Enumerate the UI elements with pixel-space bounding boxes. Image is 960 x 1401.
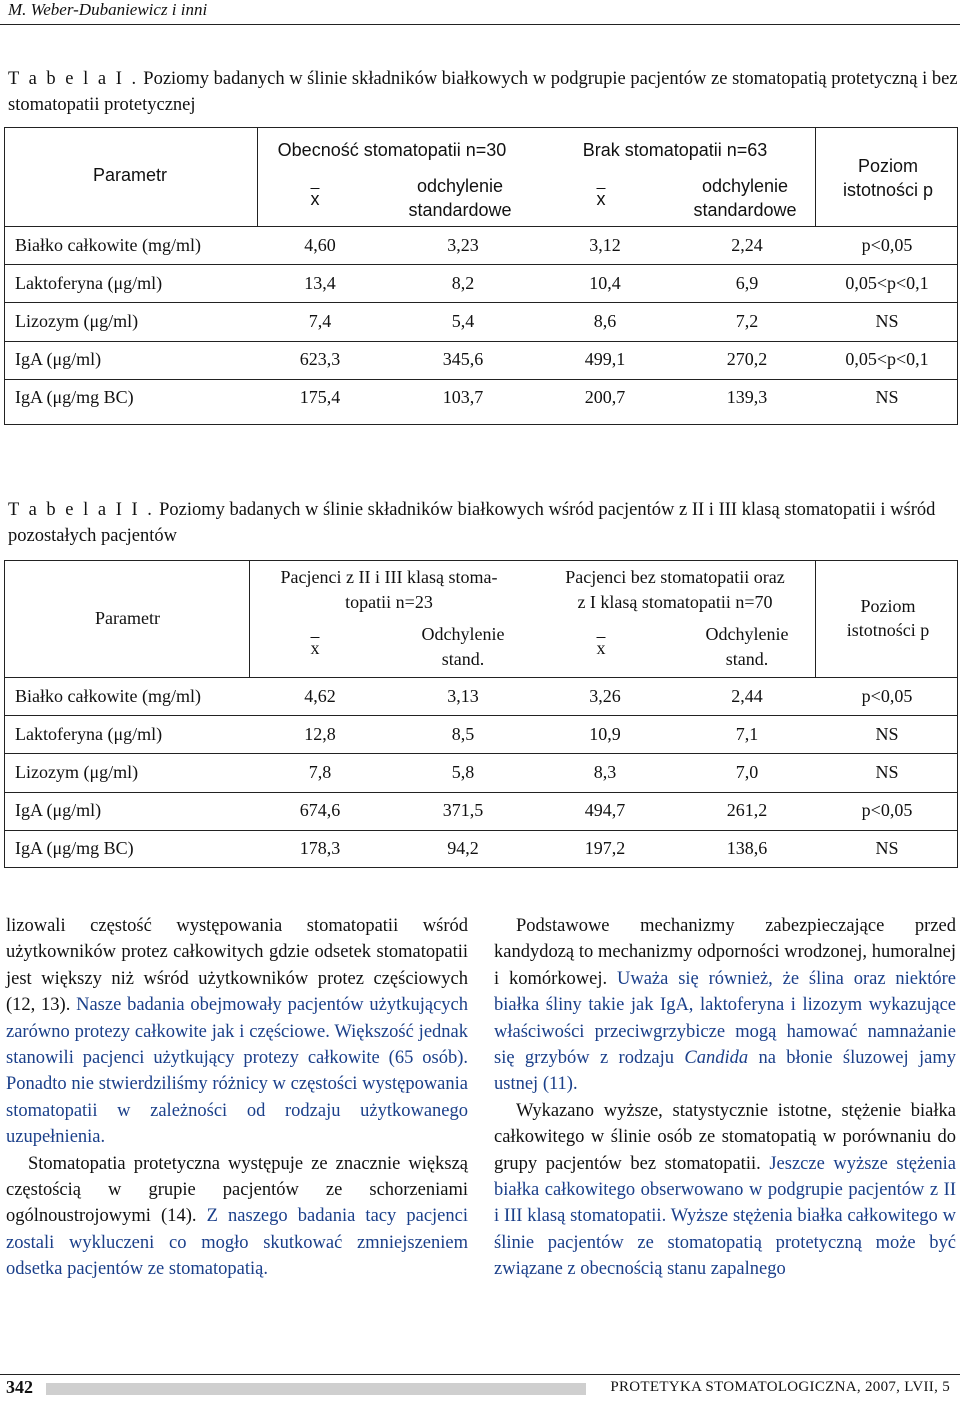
- table2-header-sd1-line2: stand.: [441, 649, 485, 669]
- text-run: Wykazano wyższe, statystycznie istotne, stężenie białka całkowitego w ślinie osób ze stomatopatią w porównaniu do grupy pacjentów bez stomatopatii.: [494, 1100, 956, 1174]
- table2-header-parametr: Parametr: [95, 608, 160, 628]
- table2-header-sig-line1: Poziom: [860, 596, 916, 616]
- table2-cell-sd2: 138,6: [726, 838, 768, 858]
- footer-decorative-bar: [46, 1383, 586, 1395]
- table2-cell-param: IgA (μg/mg BC): [15, 838, 134, 858]
- table1-cell-sd1: 8,2: [451, 273, 475, 293]
- table2-cell-p: NS: [875, 838, 899, 858]
- table2-cell-p: NS: [875, 762, 899, 782]
- text-run: lizowali częstość występowania stomatopatii wśród użytkowników protez całkowitych gdzie odsetek stomatopatii jest większy niż wśród użytkowników protez częściowych (12, 13).: [6, 916, 468, 1016]
- table1-caption-text: Poziomy badanych w ślinie składników białkowych w podgrupie pacjentów ze stomatopatią protetyczną i bez stomatopatii protetycznej: [8, 69, 958, 115]
- page-number: 342: [6, 1377, 33, 1397]
- table1-cell-p: 0,05<p<0,1: [845, 273, 929, 293]
- table2-cell-sd2: 2,44: [731, 686, 763, 706]
- table2-header-mean2: $\overline{x}$: [596, 638, 606, 658]
- journal-name: PROTETYKA STOMATOLOGICZNA, 2007, LVII, 5: [610, 1379, 950, 1395]
- table2-cell-p: NS: [875, 724, 899, 744]
- table2-label: T a b e l a I I .: [8, 500, 155, 520]
- table1-header-sig-line1: Poziom: [857, 156, 919, 176]
- text-run-highlight: Jeszcze wyższe stężenia białka całkowitego obserwowano w podgrupie pacjentów z II i III klasą stomatopatii.: [494, 1153, 956, 1227]
- table1-cell-sd2: 6,9: [735, 273, 759, 293]
- table2-cell-m1: 178,3: [299, 838, 341, 858]
- table1-cell-p: 0,05<p<0,1: [845, 349, 929, 369]
- table1-header-sd2-line1: odchylenie: [701, 176, 789, 196]
- table2-cell-sd1: 94,2: [447, 838, 479, 858]
- table1-cell-sd1: 345,6: [442, 349, 484, 369]
- footer-rule: [0, 1374, 960, 1375]
- table1-cell-param: Białko całkowite (mg/ml): [15, 235, 201, 255]
- table2-cell-sd2: 261,2: [726, 800, 768, 820]
- table2-header-group2-line1: Pacjenci bez stomatopatii oraz: [565, 567, 785, 587]
- table2-cell-p: p<0,05: [861, 686, 913, 706]
- table1-cell-sd2: 139,3: [726, 387, 768, 407]
- table2-cell-sd1: 5,8: [451, 762, 475, 782]
- table2-cell-m1: 7,8: [308, 762, 332, 782]
- table2-cell-m2: 3,26: [589, 686, 621, 706]
- table1-cell-sd2: 2,24: [731, 235, 763, 255]
- table1-header-sd1-line2: standardowe: [408, 200, 512, 220]
- table2-cell-p: p<0,05: [861, 800, 913, 820]
- text-run: Podstawowe mechanizmy zabezpieczające przed kandydozą to mechanizmy odporności wrodzonej, humoralnej i komórkowej.: [494, 916, 956, 989]
- text-run: Stomatopatia protetyczna występuje ze znacznie większą częstością w grupie pacjentów ze schorzeniami ogólnoustrojowymi (14).: [6, 1153, 468, 1227]
- table1-cell-p: NS: [875, 387, 899, 407]
- table1-header-group1: Obecność stomatopatii n=30: [277, 140, 507, 160]
- table1-cell-sd1: 103,7: [442, 387, 484, 407]
- table1-cell-m2: 8,6: [593, 311, 617, 331]
- text-run-highlight: Uważa się również, że ślina oraz niektóre białka śliny takie jak IgA, laktoferyna i lizozym wykazujące właściwości przeciwgrzybicze mogą hamować namnażanie się grzybów z rodzaju: [494, 968, 957, 1069]
- table1-header-mean2: $\overline{x}$: [596, 189, 606, 209]
- paragraph: [6, 1151, 468, 1283]
- table1-cell-m1: 13,4: [304, 273, 336, 293]
- table2-cell-sd2: 7,1: [735, 724, 759, 744]
- body-left-column: [6, 913, 468, 1283]
- table1-header-sd2-line2: standardowe: [693, 200, 797, 220]
- table2-caption: [8, 497, 958, 549]
- paragraph: [494, 1098, 956, 1283]
- body-right-column: [494, 913, 956, 1283]
- running-header-authors: M. Weber-Dubaniewicz i inni: [8, 0, 208, 19]
- table1-cell-sd1: 5,4: [451, 311, 475, 331]
- table2-cell-sd1: 3,13: [447, 686, 479, 706]
- table1-caption: [8, 66, 958, 118]
- text-run-highlight: na błonie śluzowej jamy ustnej (11).: [494, 1048, 956, 1095]
- table2-cell-m1: 674,6: [299, 800, 341, 820]
- table2-header-mean1: $\overline{x}$: [310, 638, 320, 658]
- table1-header-sig-line2: istotności p: [842, 180, 934, 200]
- table1-header-group2: Brak stomatopatii n=63: [582, 140, 768, 160]
- table2-header-group1-line1: Pacjenci z II i III klasą stoma-: [280, 567, 498, 587]
- text-run-highlight: Wyższe stężenia białka całkowitego w ślinie pacjentów ze stomatopatią protetyczną może być związane z obecnością stanu zapalnego: [494, 1206, 956, 1280]
- table1-header-sd1-line1: odchylenie: [416, 176, 504, 196]
- table2-cell-m2: 10,9: [589, 724, 621, 744]
- paragraph: [494, 913, 956, 1098]
- table2: [4, 560, 958, 868]
- table1-cell-param: IgA (μg/mg BC): [15, 387, 134, 407]
- table1-cell-p: NS: [875, 311, 899, 331]
- table2-cell-m2: 8,3: [593, 762, 617, 782]
- table2-cell-sd1: 371,5: [442, 800, 484, 820]
- table2-cell-param: Lizozym (μg/ml): [15, 762, 139, 782]
- table2-cell-m1: 12,8: [304, 724, 336, 744]
- table2-cell-param: Białko całkowite (mg/ml): [15, 686, 201, 706]
- header-rule: [0, 24, 960, 25]
- table1-cell-p: p<0,05: [861, 235, 913, 255]
- table2-header-group1-line2: topatii n=23: [345, 592, 433, 612]
- table2-header-sd2-line1: Odchylenie: [705, 624, 789, 644]
- table1-cell-param: IgA (μg/ml): [15, 349, 102, 369]
- table1-cell-m2: 499,1: [584, 349, 626, 369]
- table1-cell-param: Laktoferyna (μg/ml): [15, 273, 163, 293]
- table1-cell-sd1: 3,23: [447, 235, 479, 255]
- table2-cell-param: Laktoferyna (μg/ml): [15, 724, 163, 744]
- table2-cell-m1: 4,62: [304, 686, 336, 706]
- paragraph: [6, 913, 468, 1151]
- table1: [4, 127, 958, 425]
- table1-cell-m1: 623,3: [299, 349, 341, 369]
- text-run-italic: Candida: [684, 1048, 749, 1069]
- table2-header-sd2-line2: stand.: [725, 649, 769, 669]
- table1-cell-m1: 7,4: [308, 311, 332, 331]
- table1-cell-param: Lizozym (μg/ml): [15, 311, 139, 331]
- table2-cell-param: IgA (μg/ml): [15, 800, 102, 820]
- table2-header-group2-line2: z I klasą stomatopatii n=70: [577, 592, 773, 612]
- table1-cell-m2: 200,7: [584, 387, 626, 407]
- text-run-highlight: Z naszego badania tacy pacjenci zostali wykluczeni co mogło skutkować zmniejszeniem odsetka pacjentów ze stomatopatią.: [6, 1206, 468, 1280]
- table2-header-sd1-line1: Odchylenie: [421, 624, 505, 644]
- table1-header-mean1: $\overline{x}$: [310, 189, 320, 209]
- table2-cell-sd1: 8,5: [451, 724, 475, 744]
- table1-cell-sd2: 7,2: [735, 311, 759, 331]
- table2-cell-sd2: 7,0: [735, 762, 759, 782]
- table1-cell-m1: 4,60: [304, 235, 336, 255]
- table2-cell-m2: 494,7: [584, 800, 626, 820]
- table2-cell-m2: 197,2: [584, 838, 626, 858]
- text-run-highlight: Nasze badania obejmowały pacjentów użytkujących zarówno protezy całkowite jak i częściowe. Większość jednak stanowili pacjenci użytkujący protezy całkowite (65 osób). Ponadto nie stwierdziliśmy różnicy w częstości występowania stomatopatii w zależności od rodzaju użytkowanego uzupełnienia.: [6, 995, 468, 1148]
- table1-cell-m1: 175,4: [299, 387, 341, 407]
- table1-cell-m2: 10,4: [589, 273, 621, 293]
- table1-cell-sd2: 270,2: [726, 349, 768, 369]
- table1-header-parametr: Parametr: [92, 165, 168, 185]
- table1-cell-m2: 3,12: [589, 235, 621, 255]
- table1-label: T a b e l a I .: [8, 69, 139, 89]
- table2-header-sig-line2: istotności p: [846, 620, 930, 640]
- table2-caption-text: Poziomy badanych w ślinie składników białkowych wśród pacjentów z II i III klasą stomatopatii i wśród pozostałych pacjentów: [8, 500, 936, 546]
